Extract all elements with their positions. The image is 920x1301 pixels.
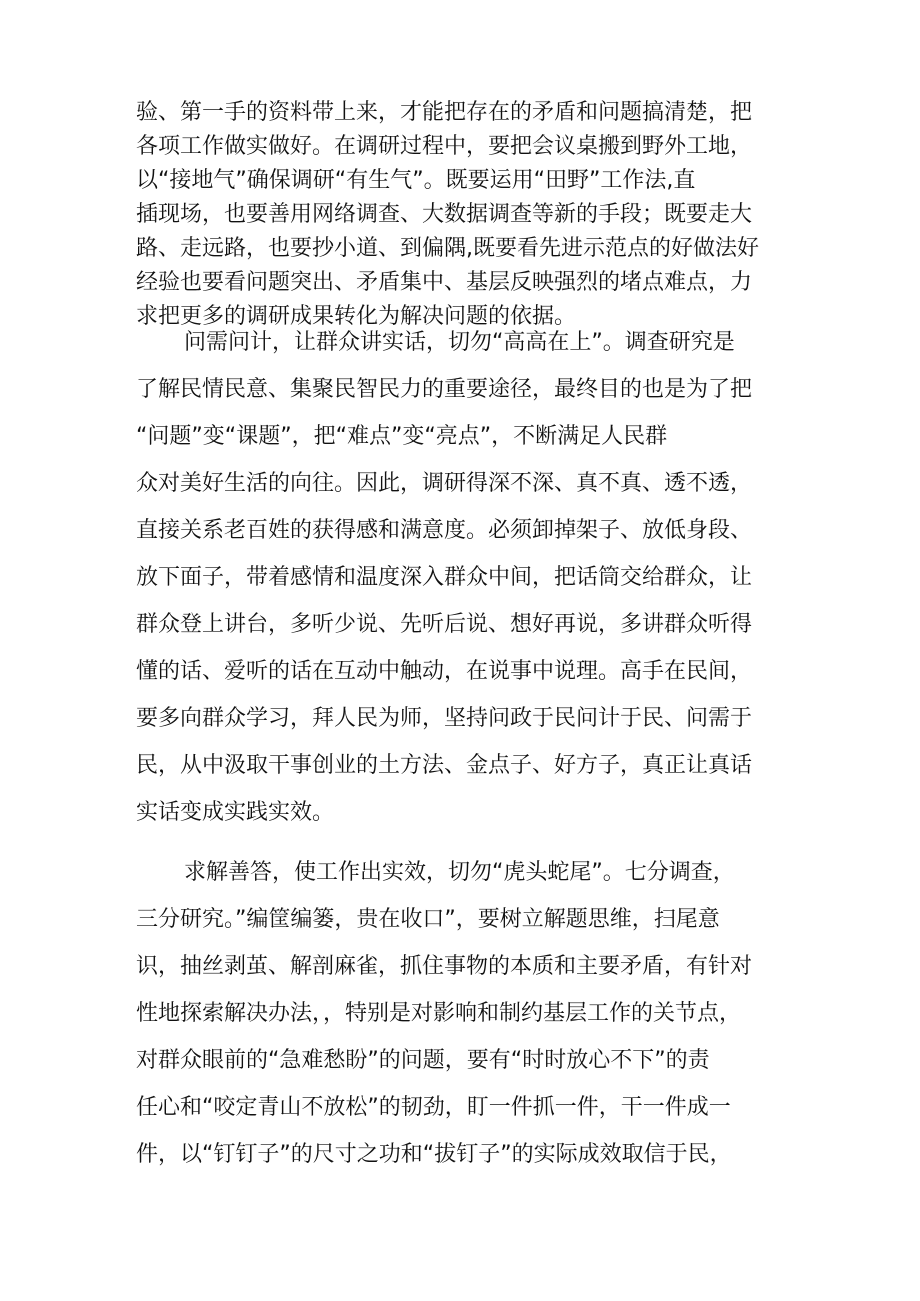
text-line: 性地探索解决办法，，特别是对影响和制约基层工作的关节点，	[136, 1001, 742, 1026]
text-line: 各项工作做实做好。在调研过程中，要把会议桌搬到野外工地，	[136, 134, 753, 159]
text-line: 实话变成实践实效。	[136, 800, 335, 825]
text-line: 经验也要看问题突出、矛盾集中、基层反映强烈的堵点难点，力	[136, 270, 753, 295]
text-line: 众对美好生活的向往。因此，调研得深不深、真不真、透不透，	[136, 471, 753, 496]
text-line: 路、走远路，也要抄小道、到偏隅,既要看先进示范点的好做法好	[136, 236, 759, 261]
paragraph-start-line: 问需问计，让群众讲实话，切勿“高高在上”。调查研究是	[184, 330, 735, 355]
text-line: 任心和“咬定青山不放松”的韧劲，盯一件抓一件，干一件成一	[136, 1095, 731, 1120]
text-line: 直接关系老百姓的获得感和满意度。必须卸掉架子、放低身段、	[136, 518, 753, 543]
text-line: 验、第一手的资料带上来，才能把存在的矛盾和问题搞清楚，把	[136, 100, 753, 125]
text-line: 放下面子，带着感情和温度深入群众中间，把话筒交给群众，让	[136, 565, 753, 590]
text-line: 识，抽丝剥茧、解剖麻雀，抓住事物的本质和主要矛盾，有针对	[136, 954, 753, 979]
text-line: 件，以“钉钉子”的尺寸之功和“拔钉子”的实际成效取信于民，	[136, 1142, 732, 1167]
text-line: 懂的话、爱听的话在互动中触动，在说事中说理。高手在民间，	[136, 659, 753, 684]
text-line: 三分研究。”编筐编篓，贵在收口”，要树立解题思维，扫尾意	[136, 907, 720, 932]
paragraph-start-line: 求解善答，使工作出实效，切勿“虎头蛇尾”。七分调查，	[184, 860, 735, 885]
text-line: 民，从中汲取干事创业的土方法、金点子、好方子，真正让真话	[136, 753, 753, 778]
text-line: 群众登上讲台，多听少说、先听后说、想好再说，多讲群众听得	[136, 612, 753, 637]
text-line: “问题”变“课题”，把“难点”变“亮点”，不断满足人民群	[136, 424, 668, 449]
text-line: 对群众眼前的“急难愁盼”的问题，要有“时时放心不下”的责	[136, 1048, 710, 1073]
text-line: 插现场，也要善用网络调查、大数据调查等新的手段；既要走大	[136, 202, 753, 227]
text-line: 求把更多的调研成果转化为解决问题的依据。	[136, 304, 577, 329]
text-line: 以“接地气”确保调研“有生气”。既要运用“田野”工作法,直	[136, 168, 696, 193]
text-line: 要多向群众学习，拜人民为师，坚持问政于民问计于民、问需于	[136, 706, 753, 731]
text-line: 了解民情民意、集聚民智民力的重要途径，最终目的也是为了把	[136, 377, 753, 402]
